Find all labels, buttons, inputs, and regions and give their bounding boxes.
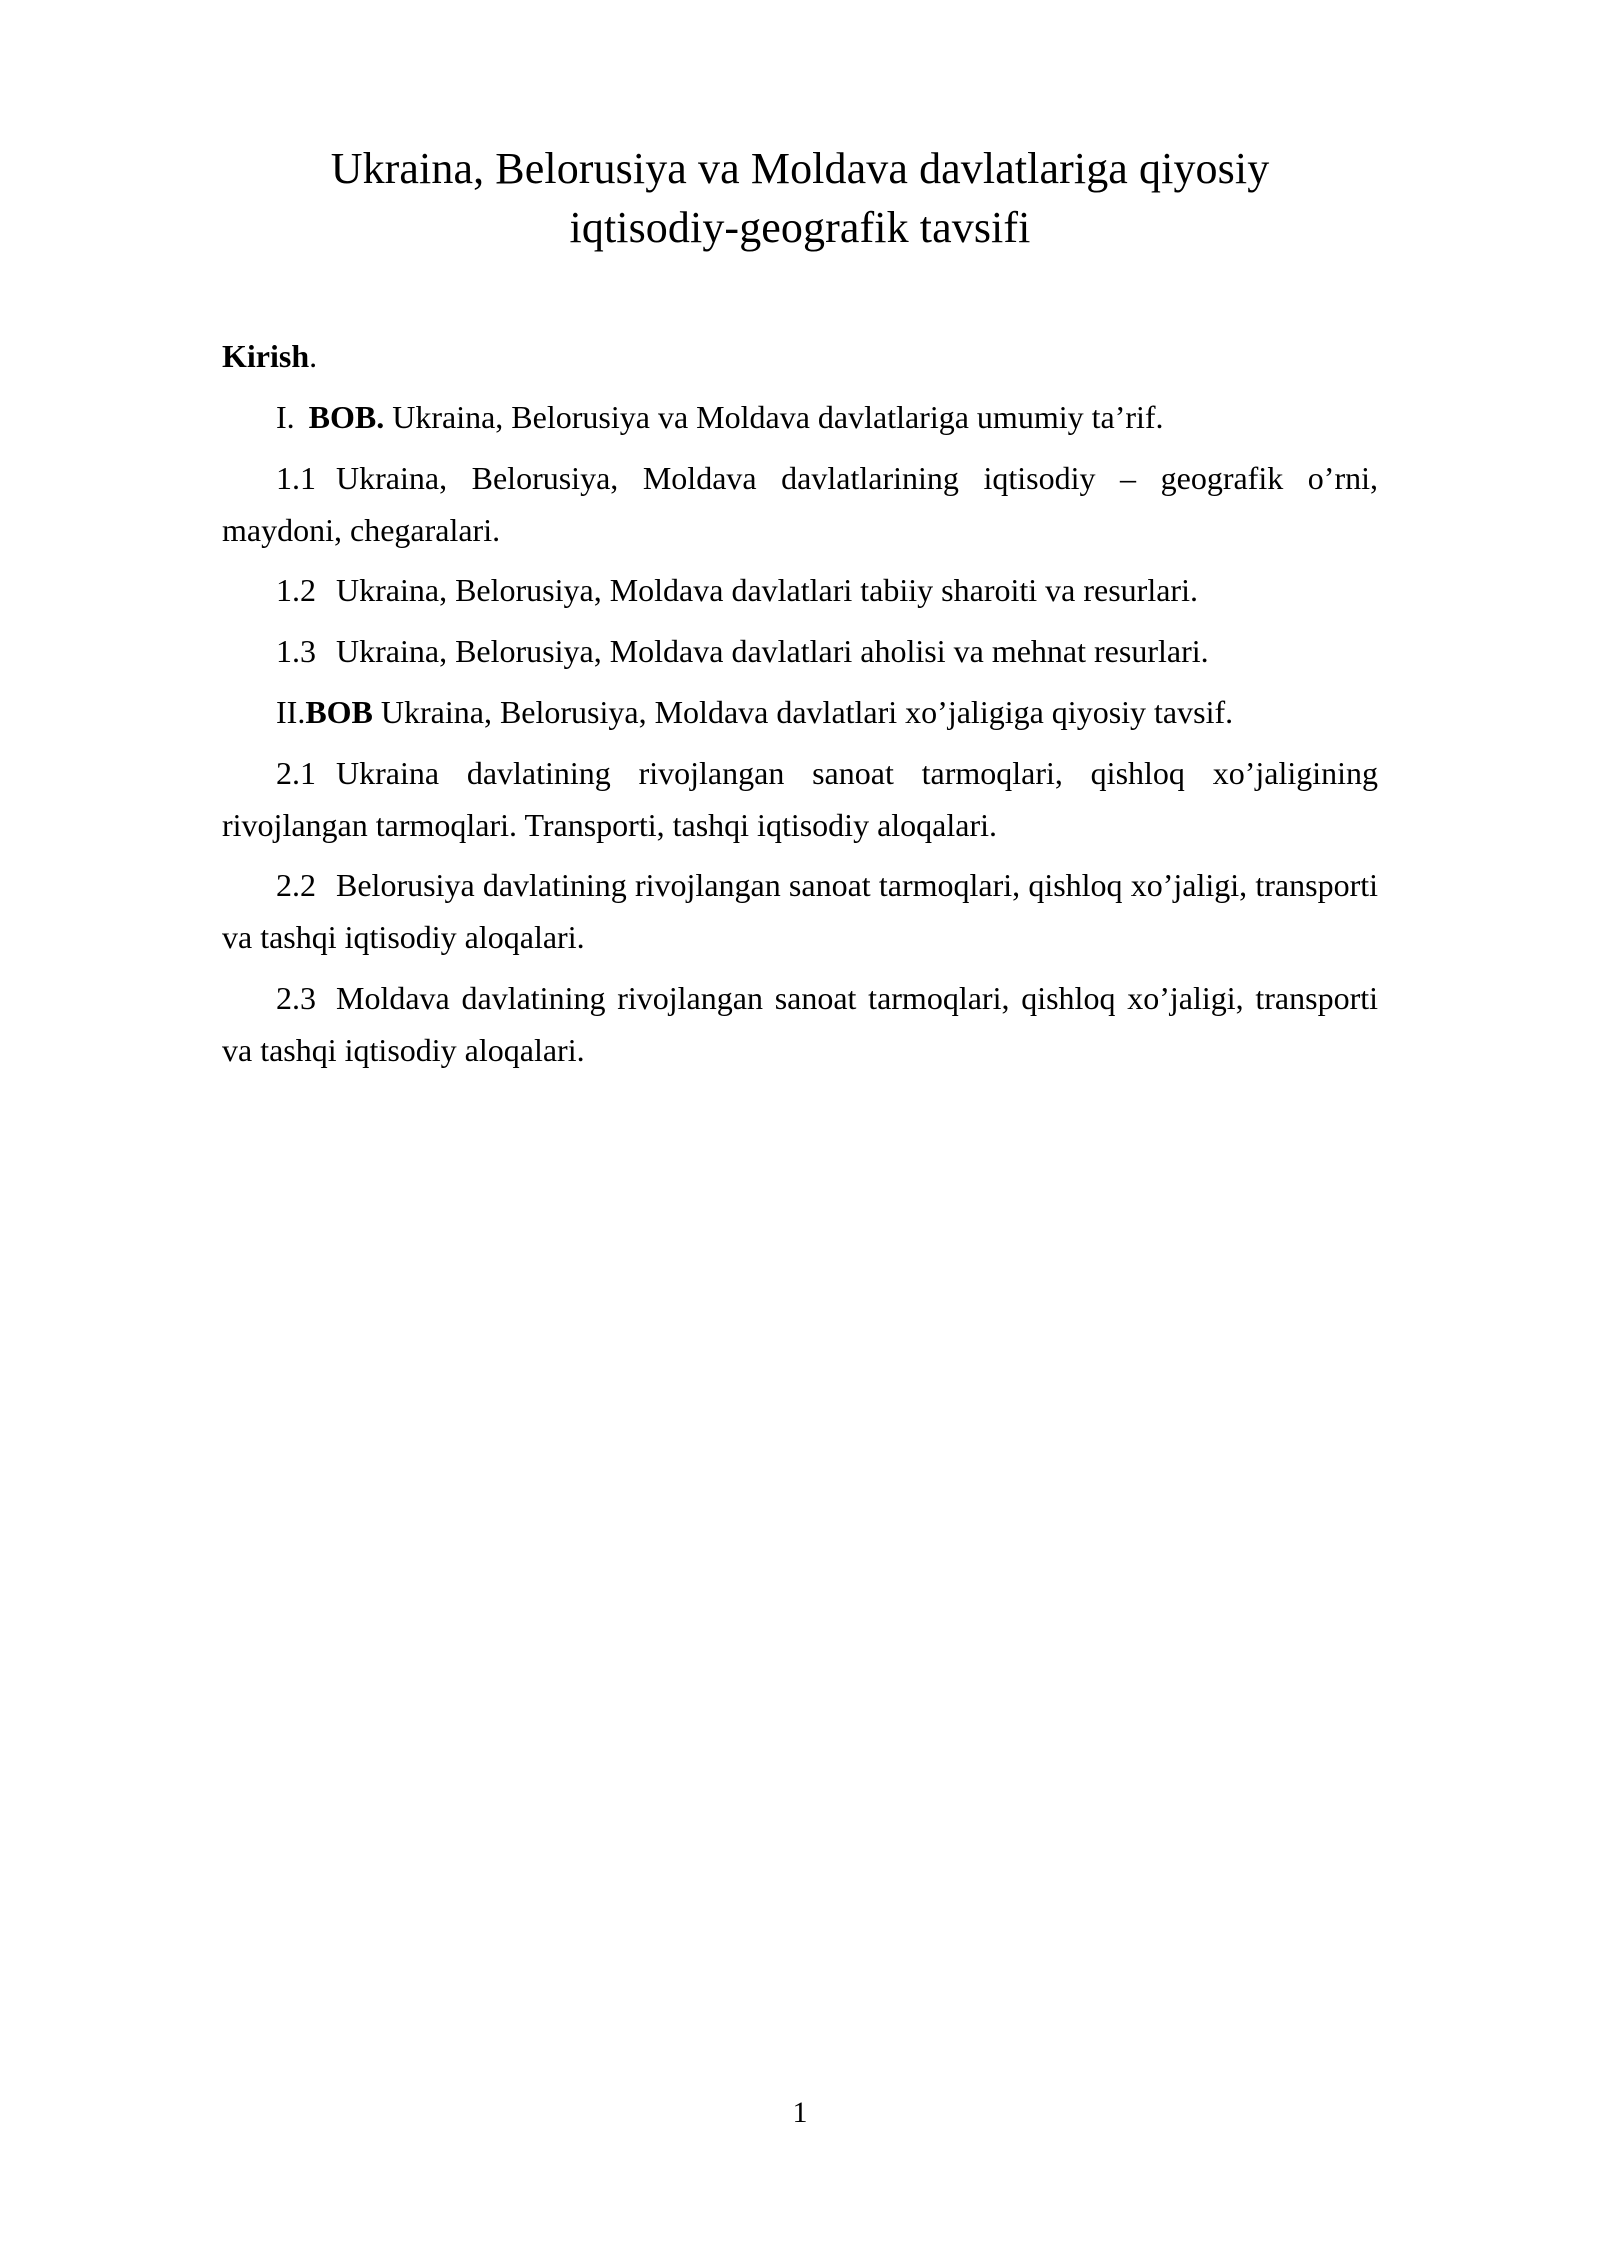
item-1-2-number: 1.2 bbox=[276, 572, 316, 609]
kirish-period: . bbox=[309, 338, 318, 375]
table-of-contents bbox=[222, 331, 1378, 1077]
item-2-3-number: 2.3 bbox=[276, 980, 316, 1017]
toc-entry-1-2 bbox=[222, 565, 1378, 617]
chapter-2-text: Ukraina, Belorusiya, Moldava davlatlari xo’jaligiga qiyosiy tavsif. bbox=[380, 694, 1234, 730]
title-line-1: Ukraina, Belorusiya va Moldava davlatlariga qiyosiy bbox=[330, 144, 1270, 193]
chapter-2-numeral: II. bbox=[276, 694, 306, 730]
kirish-label: Kirish bbox=[222, 338, 310, 375]
item-2-2-number: 2.2 bbox=[276, 867, 316, 904]
chapter-1-numeral: I. bbox=[276, 398, 295, 435]
item-2-1-text: Ukraina davlatining rivojlangan sanoat tarmoqlari, qishloq xo’jaligining rivojlangan tarmoqlari. Transporti, tashqi iqtisodiy aloqalari. bbox=[222, 754, 1378, 843]
item-1-1-number: 1.1 bbox=[276, 459, 316, 496]
toc-entry-1-3 bbox=[222, 626, 1378, 678]
item-1-3-number: 1.3 bbox=[276, 633, 316, 670]
toc-entry-2-3 bbox=[222, 973, 1378, 1077]
item-2-1-number: 2.1 bbox=[276, 754, 316, 791]
item-1-3-text: Ukraina, Belorusiya, Moldava davlatlari aholisi va mehnat resurlari. bbox=[336, 633, 1209, 670]
chapter-1-bob-label: BOB. bbox=[308, 398, 385, 435]
toc-entry-chapter-1 bbox=[222, 392, 1378, 444]
item-1-2-text: Ukraina, Belorusiya, Moldava davlatlari tabiiy sharoiti va resurlari. bbox=[336, 572, 1198, 609]
item-2-3-text: Moldava davlatining rivojlangan sanoat tarmoqlari, qishloq xo’jaligi, transporti va tashqi iqtisodiy aloqalari. bbox=[222, 980, 1378, 1068]
item-2-2-text: Belorusiya davlatining rivojlangan sanoat tarmoqlari, qishloq xo’jaligi, transporti va tashqi iqtisodiy aloqalari. bbox=[222, 867, 1378, 956]
item-1-1-text: Ukraina, Belorusiya, Moldava davlatlarining iqtisodiy – geografik o’rni, maydoni, chegaralari. bbox=[222, 459, 1378, 548]
toc-entry-1-1 bbox=[222, 453, 1378, 557]
toc-entry-kirish bbox=[222, 331, 1378, 383]
chapter-2-bob-label: BOB bbox=[305, 694, 373, 730]
toc-entry-2-2 bbox=[222, 860, 1378, 964]
title-line-2: iqtisodiy-geografik tavsifi bbox=[569, 202, 1031, 252]
chapter-1-text: Ukraina, Belorusiya va Moldava davlatlariga umumiy ta’rif. bbox=[392, 398, 1164, 435]
toc-entry-chapter-2 bbox=[222, 687, 1378, 739]
page-title bbox=[222, 140, 1378, 257]
page-number: 1 bbox=[792, 2096, 808, 2129]
toc-entry-2-1 bbox=[222, 748, 1378, 852]
page-content bbox=[222, 140, 1378, 1077]
